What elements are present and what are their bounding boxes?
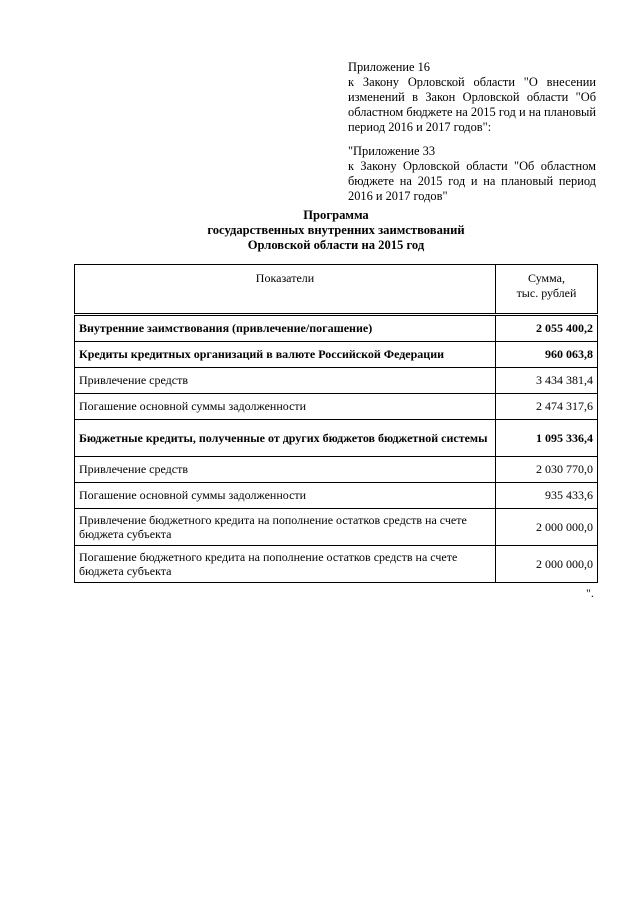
row-label: Привлечение средств	[75, 368, 496, 394]
row-label: Привлечение бюджетного кредита на пополнение остатков средств на счете бюджета субъекта	[75, 509, 496, 546]
row-value: 2 474 317,6	[496, 394, 598, 420]
borrowing-program-table	[74, 264, 598, 583]
table-header-row	[75, 265, 598, 315]
title-line-2: государственных внутренних заимствований	[207, 223, 465, 237]
row-label: Внутренние заимствования (привлечение/погашение)	[75, 315, 496, 342]
table-row	[75, 342, 598, 368]
row-label: Привлечение средств	[75, 457, 496, 483]
title-line-3: Орловской области на 2015 год	[247, 238, 425, 252]
row-value: 935 433,6	[496, 483, 598, 509]
row-value: 2 030 770,0	[496, 457, 598, 483]
table-row	[75, 368, 598, 394]
row-value: 1 095 336,4	[496, 420, 598, 457]
row-value: 3 434 381,4	[496, 368, 598, 394]
row-value: 2 000 000,0	[496, 509, 598, 546]
table-row	[75, 315, 598, 342]
row-label: Кредиты кредитных организаций в валюте Российской Федерации	[75, 342, 496, 368]
row-label: Бюджетные кредиты, полученные от других бюджетов бюджетной системы	[75, 420, 496, 457]
row-value: 2 000 000,0	[496, 546, 598, 583]
header-sum-line-1: Сумма,	[528, 271, 565, 285]
row-label: Погашение основной суммы задолженности	[75, 394, 496, 420]
document-title	[74, 208, 598, 253]
table-row	[75, 420, 598, 457]
appendix-header	[348, 60, 596, 204]
appendix-number: Приложение 16	[348, 60, 430, 74]
row-label: Погашение основной суммы задолженности	[75, 483, 496, 509]
header-indicator: Показатели	[75, 265, 496, 315]
table-row	[75, 509, 598, 546]
row-value: 960 063,8	[496, 342, 598, 368]
title-line-1: Программа	[303, 208, 369, 222]
table-row	[75, 546, 598, 583]
appendix-law-reference: к Закону Орловской области "О внесении изменений в Закон Орловской области "Об областном бюджете на 2015 год и на плановый период 2016 и 2017 годов":	[348, 75, 596, 134]
quoted-appendix-number: "Приложение 33	[348, 144, 436, 158]
header-sum	[496, 265, 598, 315]
table-row	[75, 483, 598, 509]
header-sum-line-2: тыс. рублей	[516, 285, 577, 300]
table-row	[75, 457, 598, 483]
closing-quote-mark: ".	[586, 586, 594, 600]
quoted-appendix-law-reference: к Закону Орловской области "Об областном бюджете на 2015 год и на плановый период 2016 и 2017 годов"	[348, 159, 596, 203]
row-value: 2 055 400,2	[496, 315, 598, 342]
row-label: Погашение бюджетного кредита на пополнение остатков средств на счете бюджета субъекта	[75, 546, 496, 583]
table-row	[75, 394, 598, 420]
